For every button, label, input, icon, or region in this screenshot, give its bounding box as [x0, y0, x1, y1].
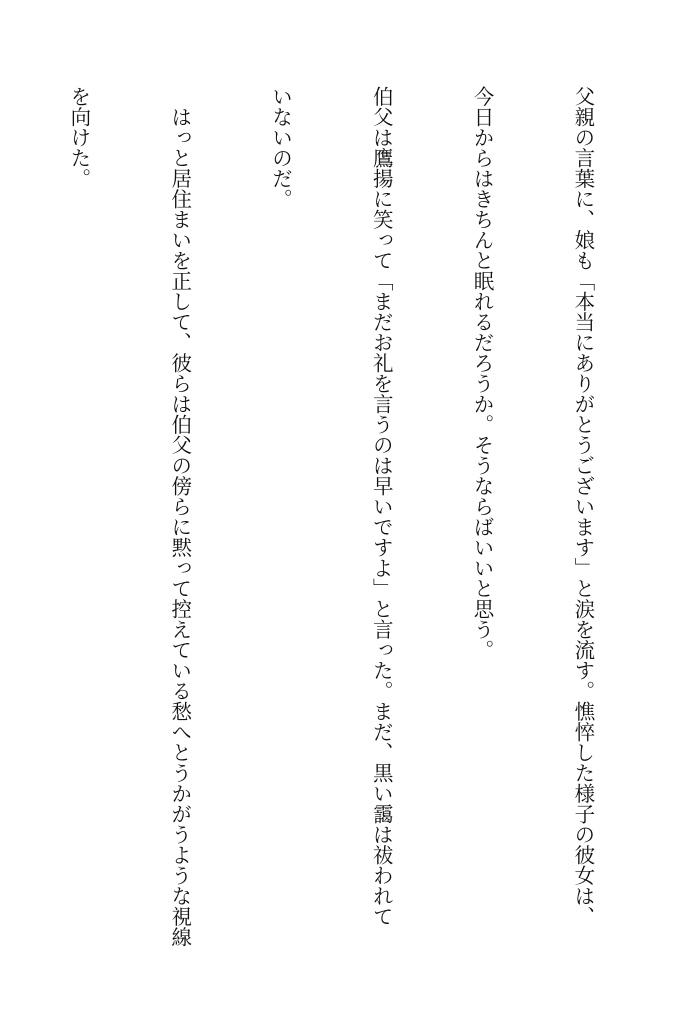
vertical-text-block: [44, 86, 666, 966]
text-line: はっと居住まいを正して、彼らは伯父の傍らに黙って控えている愁へとうかがうような視線: [167, 86, 192, 947]
text-line: 伯父は鷹揚に笑って「まだお礼を言うのは早いですよ」と言った。まだ、黒い靄は祓われて: [369, 86, 394, 927]
text-line: を向けた。: [66, 86, 91, 189]
text-line: いないのだ。: [268, 86, 293, 209]
text-line: 父親の言葉に、娘も「本当にありがとうございます」と涙を流す。憔悴した様子の彼女は、: [570, 86, 595, 927]
text-line: 今日からはきちんと眠れるだろうか。そうならばいいと思う。: [470, 86, 495, 660]
